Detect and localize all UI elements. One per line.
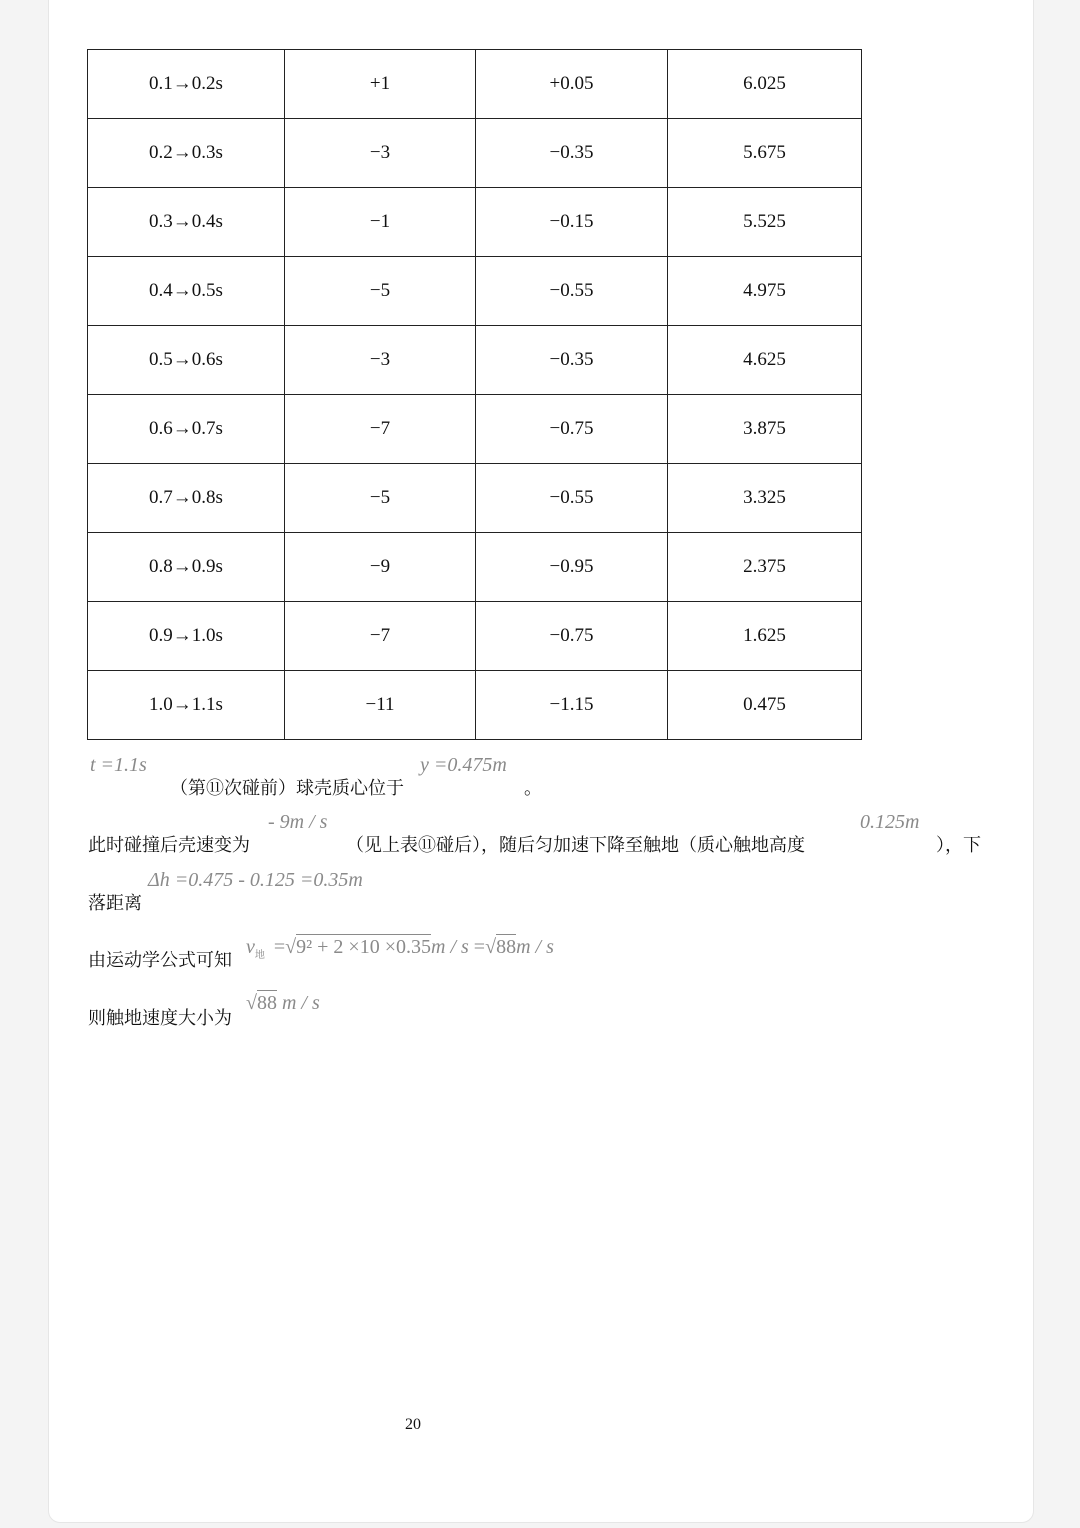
table-cell: −0.55 xyxy=(476,257,668,326)
table-cell: −5 xyxy=(285,464,476,533)
equation-impact-velocity: $v_地 =√9^2 + 2 \times 10 \times 0.35m / s =√88m / s$ xyxy=(246,936,554,961)
table-cell: −9 xyxy=(285,533,476,602)
table-cell: 1.625 xyxy=(668,602,862,671)
table-cell: −1.15 xyxy=(476,671,668,740)
text-line1-b: 。 xyxy=(524,778,542,799)
text-line1-a: （第⑪次碰前）球壳质心位于 xyxy=(170,778,404,799)
table-row xyxy=(88,533,862,602)
table-cell: 3.875 xyxy=(668,395,862,464)
equation-velocity: - 9m / s xyxy=(268,811,328,833)
table-cell: +0.05 xyxy=(476,50,668,119)
table-cell: −0.95 xyxy=(476,533,668,602)
equation-height: 0.125m xyxy=(860,811,920,833)
table-cell: 3.325 xyxy=(668,464,862,533)
table-cell: 6.025 xyxy=(668,50,862,119)
table-row xyxy=(88,50,862,119)
table-cell: −0.55 xyxy=(476,464,668,533)
table-cell: 0.475 xyxy=(668,671,862,740)
table-cell: 2.375 xyxy=(668,533,862,602)
table-row xyxy=(88,119,862,188)
text-line4: 由运动学公式可知 xyxy=(88,950,232,971)
page-number: 20 xyxy=(405,1416,421,1433)
table-cell: 1.0→1.1s xyxy=(88,671,285,740)
text-line5: 则触地速度大小为 xyxy=(88,1008,232,1029)
table-cell: −1 xyxy=(285,188,476,257)
table-row xyxy=(88,188,862,257)
table-cell: 0.4→0.5s xyxy=(88,257,285,326)
table-cell: 4.975 xyxy=(668,257,862,326)
table-row xyxy=(88,671,862,740)
text-line2-c: ），下 xyxy=(936,835,981,856)
table-cell: −0.75 xyxy=(476,602,668,671)
table-cell: 4.625 xyxy=(668,326,862,395)
table-cell: −0.75 xyxy=(476,395,668,464)
table-cell: −5 xyxy=(285,257,476,326)
table-cell: 0.9→1.0s xyxy=(88,602,285,671)
table-cell: 5.525 xyxy=(668,188,862,257)
table-cell: −0.35 xyxy=(476,119,668,188)
equation-impact-speed: √88 m / s xyxy=(246,992,320,1014)
table-row xyxy=(88,602,862,671)
text-line2-a: 此时碰撞后壳速变为 xyxy=(88,835,250,856)
table-row xyxy=(88,395,862,464)
table-row xyxy=(88,326,862,395)
data-table xyxy=(87,49,862,740)
table-cell: 5.675 xyxy=(668,119,862,188)
equation-t: t =1.1s xyxy=(90,754,147,776)
table-cell: 0.7→0.8s xyxy=(88,464,285,533)
table-cell: −0.35 xyxy=(476,326,668,395)
text-line3: 落距离 xyxy=(88,893,142,914)
table-cell: 0.6→0.7s xyxy=(88,395,285,464)
text-line2-b: （见上表⑪碰后），随后匀加速下降至触地（质心触地高度 xyxy=(346,835,805,856)
equation-delta-h: Δh =0.475 - 0.125 =0.35m xyxy=(148,869,363,891)
table-cell: 0.8→0.9s xyxy=(88,533,285,602)
table-cell: 0.3→0.4s xyxy=(88,188,285,257)
table-cell: +1 xyxy=(285,50,476,119)
table-cell: −3 xyxy=(285,326,476,395)
table-cell: −7 xyxy=(285,395,476,464)
table-cell: −3 xyxy=(285,119,476,188)
table-cell: −7 xyxy=(285,602,476,671)
table-cell: −11 xyxy=(285,671,476,740)
table-cell: 0.5→0.6s xyxy=(88,326,285,395)
table-row xyxy=(88,464,862,533)
table-row xyxy=(88,257,862,326)
table-cell: 0.1→0.2s xyxy=(88,50,285,119)
equation-y: y =0.475m xyxy=(420,754,507,776)
table-cell: −0.15 xyxy=(476,188,668,257)
table-cell: 0.2→0.3s xyxy=(88,119,285,188)
